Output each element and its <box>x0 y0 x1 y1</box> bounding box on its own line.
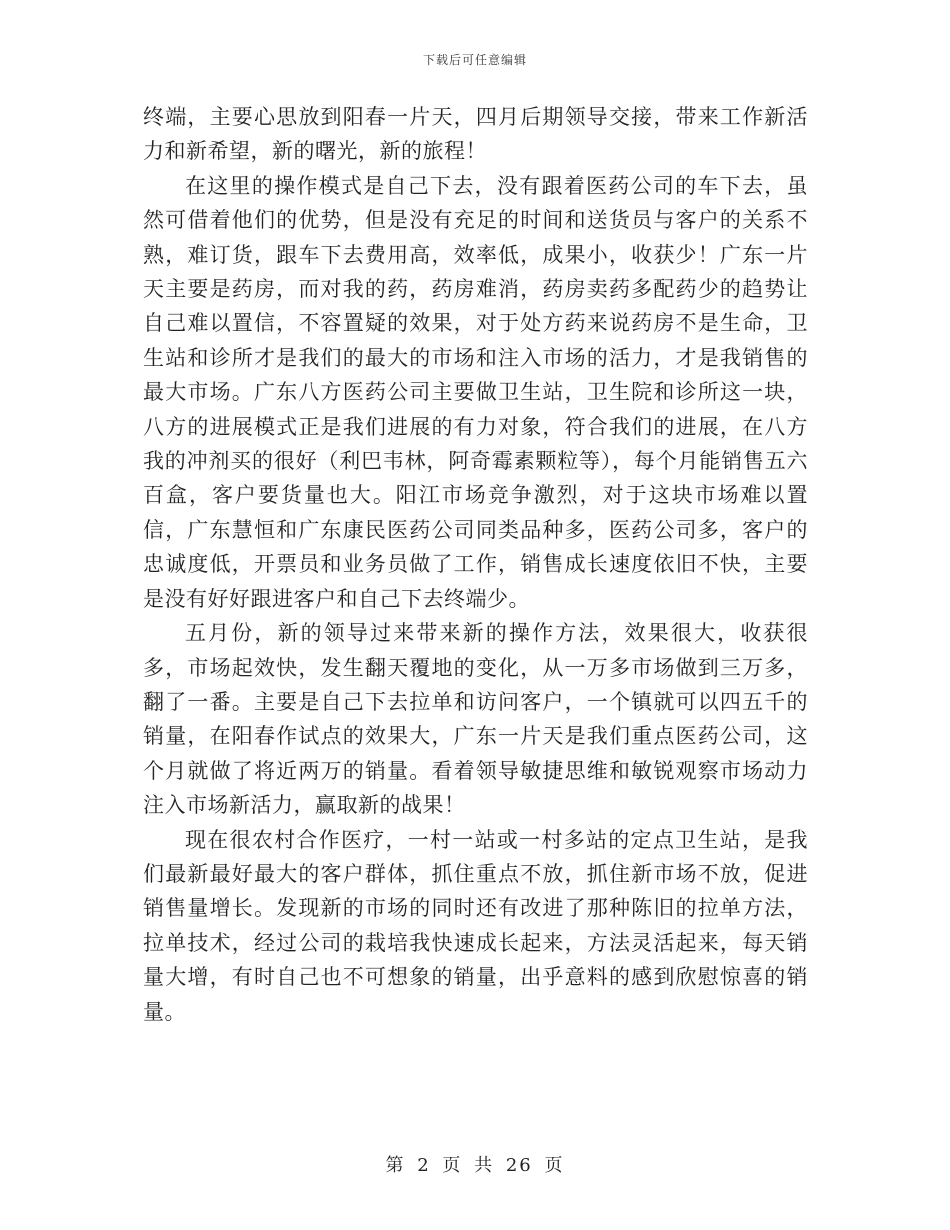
paragraph-rural-clinics: 现在很农村合作医疗，一村一站或一村多站的定点卫生站，是我们最新最好最大的客户群体，抓住重点不放，抓住新市场不放，促进销售量增长。发现新的市场的同时还有改进了那种陈旧的拉单方法，拉单技术，经过公司的栽培我快速成长起来，方法灵活起来，每天销量大增，有时自己也不可想象的销量，出乎意料的感到欣慰惊喜的销量。 <box>143 827 808 1024</box>
page-footer: 第 2 页 共 26 页 <box>385 1155 565 1176</box>
paragraph-operation-mode: 在这里的操作模式是自己下去，没有跟着医药公司的车下去，虽然可借着他们的优势，但是没有充足的时间和送货员与客户的关系不熟，难订货，跟车下去费用高，效率低，成果小，收获少！广东一片天主要是药房，而对我的药，药房难消，药房卖药多配药少的趋势让自己难以置信，不容置疑的效果，对于处方药来说药房不是生命，卫生站和诊所才是我们的最大的市场和注入市场的活力，才是我销售的最大市场。广东八方医药公司主要做卫生站，卫生院和诊所这一块，八方的进展模式正是我们进展的有力对象，符合我们的进展，在八方我的冲剂买的很好（利巴韦林，阿奇霉素颗粒等），每个月能销售五六百盒，客户要货量也大。阳江市场竞争激烈，对于这块市场难以置信，广东慧恒和广东康民医药公司同类品种多，医药公司多，客户的忠诚度低，开票员和业务员做了工作，销售成长速度依旧不快，主要是没有好好跟进客户和自己下去终端少。 <box>143 173 808 611</box>
document-body <box>143 100 808 1029</box>
page-header: 下载后可任意编辑 <box>422 53 527 67</box>
paragraph-continuation: 终端，主要心思放到阳春一片天，四月后期领导交接，带来工作新活力和新希望，新的曙光，新的旅程！ <box>143 105 808 164</box>
paragraph-may: 五月份，新的领导过来带来新的操作方法，效果很大，收获很多，市场起效快，发生翻天覆地的变化，从一万多市场做到三万多，翻了一番。主要是自己下去拉单和访问客户，一个镇就可以四五千的销量，在阳春作试点的效果大，广东一片天是我们重点医药公司，这个月就做了将近两万的销量。看着领导敏捷思维和敏锐观察市场动力注入市场新活力，赢取新的战果！ <box>143 621 808 818</box>
